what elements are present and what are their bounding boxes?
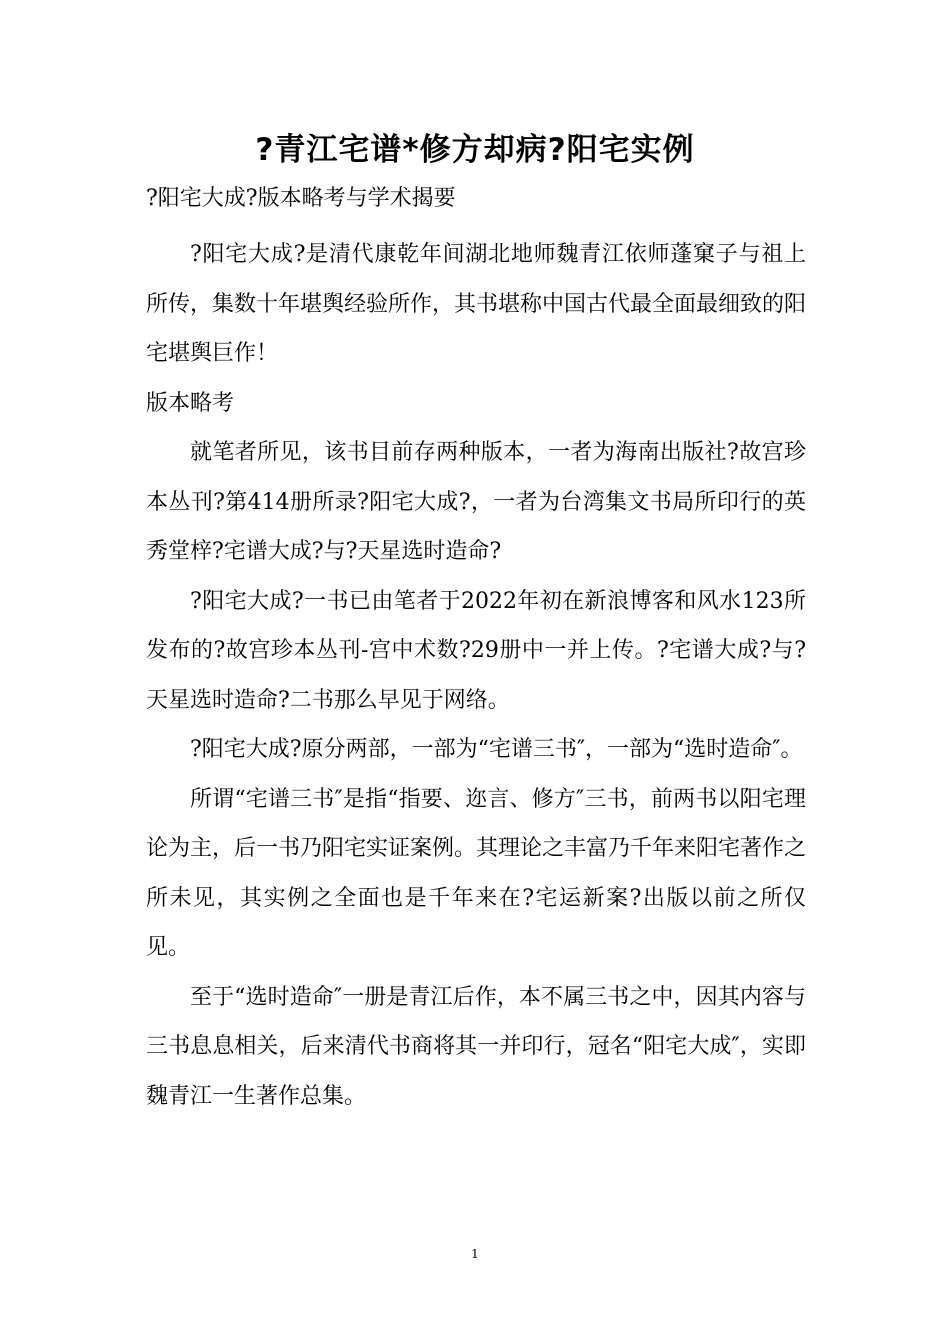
paragraph-three-books: 所谓“宅谱三书″是指“指要、迩言、修方″三书，前两书以阳宅理论为主，后一书乃阳宅实证案例。其理论之丰富乃千年来阳宅著作之所未见，其实例之全面也是千年来在?宅运新案?出版以前之所仅见。 [146, 786, 807, 960]
page-number: 1 [471, 1247, 479, 1261]
paragraph-selection: 至于“选时造命″一册是青江后作，本不属三书之中，因其内容与三书息息相关，后来清代书商将其一并印行，冠名“阳宅大成″，实即魏青江一生著作总集。 [146, 984, 806, 1109]
paragraph-intro: ?阳宅大成?是清代康乾年间湖北地师魏青江依师蓬窠子与祖上所传，集数十年堪舆经验所作，其书堪称中国古代最全面最细致的阳宅堪舆巨作！ [146, 242, 807, 366]
document-title: ?青江宅谱*修方却病?阳宅实例 [255, 132, 695, 168]
paragraph-parts: ?阳宅大成?原分两部，一部为“宅谱三书″，一部为“选时造命″。 [190, 737, 803, 762]
document-subtitle: ?阳宅大成?版本略考与学术揭要 [146, 186, 456, 211]
paragraph-upload: ?阳宅大成?一书已由笔者于2022年初在新浪博客和风水123所发布的?故宫珍本丛刊-宫中术数?29册中一并上传。?宅谱大成?与?天星选时造命?二书那么早见于网络。 [146, 588, 806, 713]
paragraph-versions: 就笔者所见，该书目前存两种版本，一者为海南出版社?故宫珍本丛刊?第414册所录?阳宅大成?，一者为台湾集文书局所印行的英秀堂梓?宅谱大成?与?天星选时造命? [146, 440, 806, 564]
section-heading-version: 版本略考 [146, 390, 235, 416]
document-body [146, 230, 806, 1121]
